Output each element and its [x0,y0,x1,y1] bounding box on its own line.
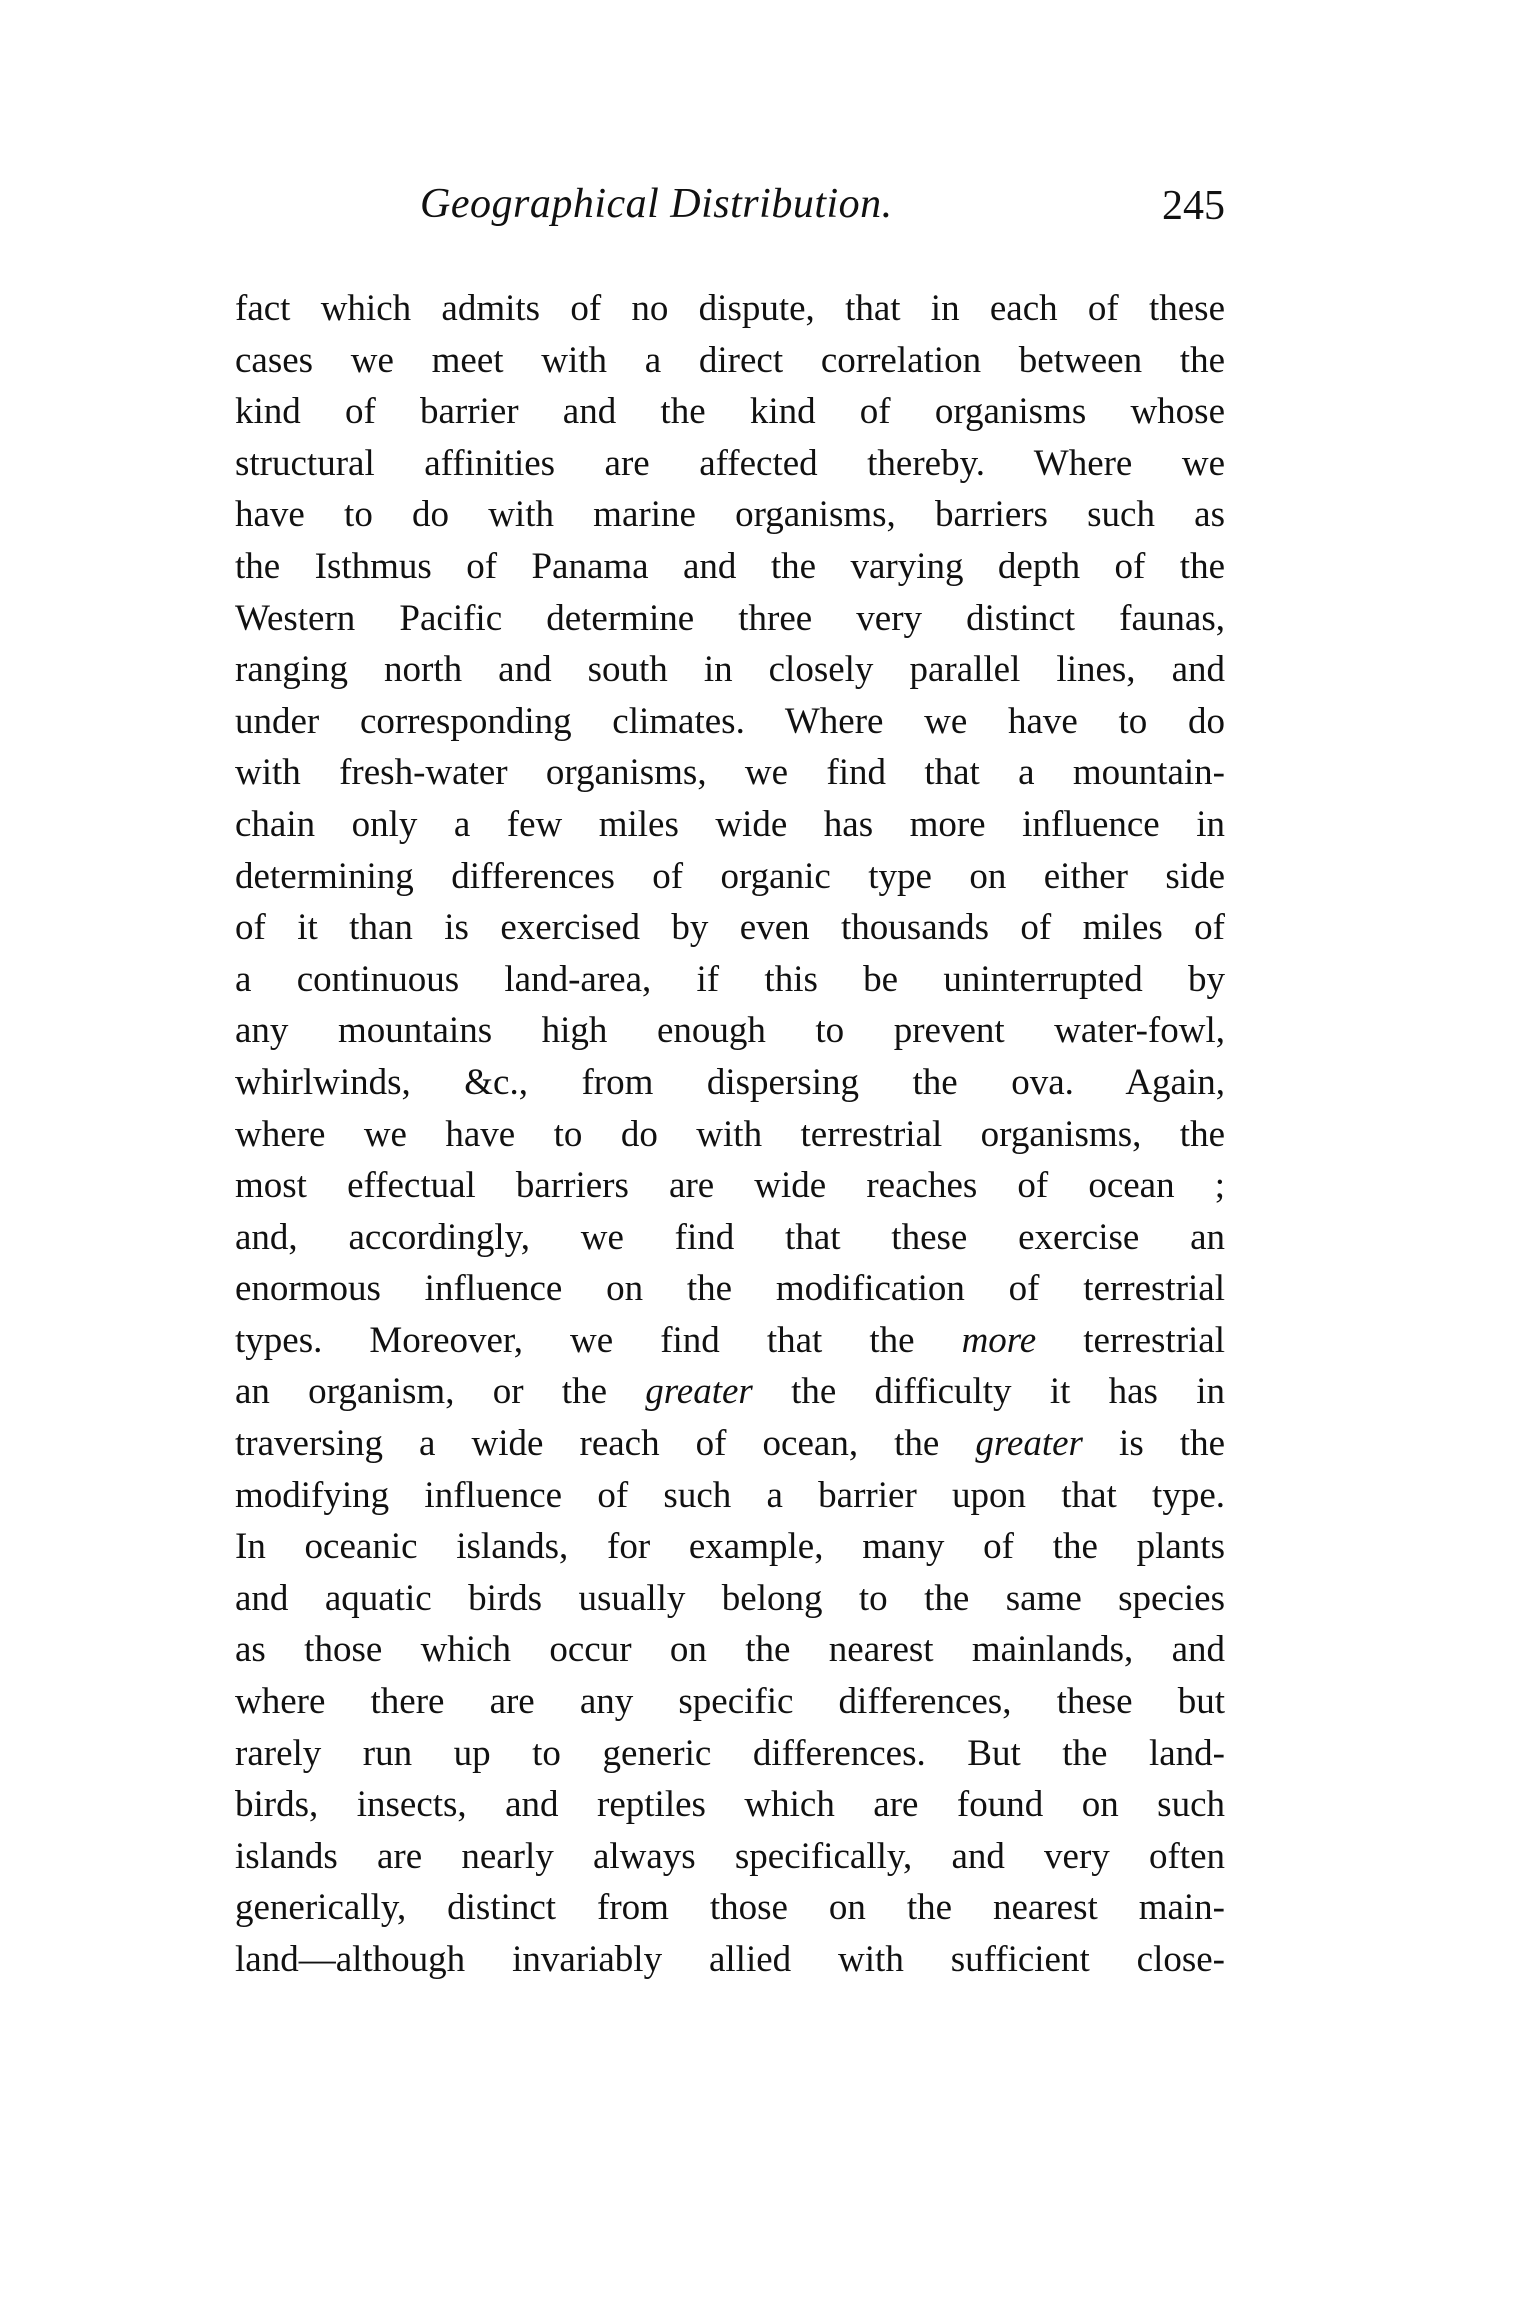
text-segment: types. Moreover, we find that the [235,1319,962,1361]
text-line [235,1470,1225,1522]
text-line [235,1109,1225,1161]
text-segment: most effectual barriers are wide reaches of ocean ; [235,1165,1225,1207]
text-segment: where we have to do with terrestrial organisms, the [235,1113,1225,1155]
text-line [235,335,1225,387]
text-segment: Western Pacific determine three very distinct faunas, [235,597,1225,639]
text-line [235,1779,1225,1831]
text-line [235,1676,1225,1728]
text-segment: whirlwinds, &c., from dispersing the ova. Again, [235,1061,1225,1103]
text-segment: determining differences of organic type on either side [235,855,1225,897]
text-line [235,541,1225,593]
text-segment: and, accordingly, we find that these exercise an [235,1216,1225,1258]
text-segment: modifying influence of such a barrier upon that type. [235,1474,1225,1516]
text-segment: birds, insects, and reptiles which are found on such [235,1784,1225,1826]
text-line [235,1521,1225,1573]
text-segment: traversing a wide reach of ocean, the [235,1423,976,1465]
text-line [235,696,1225,748]
text-segment: under corresponding climates. Where we have to do [235,700,1225,742]
text-line [235,902,1225,954]
text-segment: a continuous land-area, if this be uninterrupted by [235,958,1225,1000]
text-segment: any mountains high enough to prevent water-fowl, [235,1010,1225,1052]
italic-emphasis: more [961,1319,1037,1361]
text-segment: and aquatic birds usually belong to the same species [235,1577,1225,1619]
text-line [235,489,1225,541]
text-line [235,851,1225,903]
text-line [235,1418,1225,1470]
text-segment: the Isthmus of Panama and the varying depth of the [235,545,1225,587]
text-line [235,1624,1225,1676]
text-segment: structural affinities are affected thereby. Where we [235,442,1225,484]
italic-emphasis: greater [975,1423,1083,1465]
text-line [235,1934,1225,1986]
text-line [235,1831,1225,1883]
text-segment: the difficulty it has in [752,1371,1225,1413]
running-title: Geographical Distribution. [420,181,893,227]
italic-emphasis: greater [645,1371,753,1413]
text-segment: of it than is exercised by even thousands of miles of [235,907,1225,949]
text-line [235,1573,1225,1625]
text-segment: kind of barrier and the kind of organisms whose [235,391,1225,433]
body-text [235,283,1225,1986]
text-line [235,1728,1225,1780]
text-line [235,1315,1225,1367]
text-line [235,644,1225,696]
text-segment: ranging north and south in closely parallel lines, and [235,649,1225,691]
page-number: 245 [1162,183,1225,229]
text-segment: islands are nearly always specifically, and very often [235,1835,1225,1877]
text-line [235,799,1225,851]
text-line [235,1005,1225,1057]
text-segment: cases we meet with a direct correlation between the [235,339,1225,381]
text-line [235,1882,1225,1934]
text-segment: rarely run up to generic differences. But the land- [235,1732,1225,1774]
text-line [235,283,1225,335]
text-segment: have to do with marine organisms, barriers such as [235,494,1225,536]
text-segment: terrestrial [1036,1319,1226,1361]
text-segment: where there are any specific differences, these but [235,1681,1225,1723]
text-segment: land—although invariably allied with sufficient close- [235,1939,1225,1980]
text-line [235,1057,1225,1109]
text-line [235,1263,1225,1315]
text-line [235,1366,1225,1418]
text-line [235,438,1225,490]
text-segment: with fresh-water organisms, we find that a mountain- [235,752,1225,794]
text-segment: is the [1082,1423,1225,1465]
text-segment: In oceanic islands, for example, many of the plants [235,1526,1225,1568]
page-header [235,180,1225,240]
text-segment: an organism, or the [235,1371,646,1413]
text-line [235,1160,1225,1212]
text-segment: as those which occur on the nearest mainlands, and [235,1629,1225,1671]
text-line [235,1212,1225,1264]
text-segment: chain only a few miles wide has more influence in [235,803,1225,845]
text-segment: enormous influence on the modification of terrestrial [235,1268,1225,1310]
text-line [235,747,1225,799]
text-line [235,954,1225,1006]
text-segment: fact which admits of no dispute, that in each of these [235,288,1225,329]
text-segment: generically, distinct from those on the nearest main- [235,1887,1225,1929]
text-line [235,593,1225,645]
text-line [235,386,1225,438]
